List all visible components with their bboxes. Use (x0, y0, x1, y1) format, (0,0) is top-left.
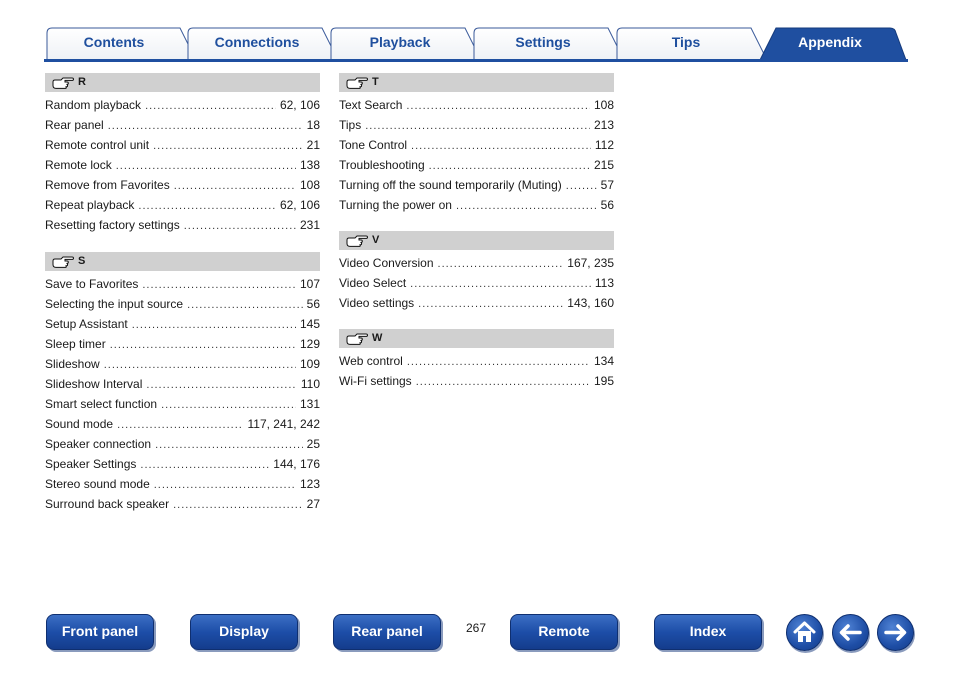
index-page-ref[interactable]: 21 (306, 138, 320, 152)
tab-bar (0, 0, 954, 62)
index-term: Setup Assistant (45, 317, 128, 331)
index-page-ref[interactable]: 25 (306, 437, 320, 451)
section-header-v (339, 231, 614, 250)
index-term: Sound mode (45, 417, 114, 431)
dot-leader (116, 156, 296, 176)
section-header-s (45, 252, 320, 271)
tab-contents[interactable]: Contents (83, 34, 145, 50)
dot-leader (146, 375, 296, 395)
index-entry[interactable] (45, 135, 320, 155)
dot-leader (411, 136, 591, 156)
index-entry[interactable] (45, 274, 320, 294)
index-entry[interactable] (45, 195, 320, 215)
pointing-hand-icon (346, 77, 368, 89)
dot-leader (155, 435, 303, 455)
section-letter: T (372, 76, 379, 88)
index-page-ref[interactable]: 108 (299, 178, 320, 192)
index-entry[interactable] (45, 294, 320, 314)
index-section-w (339, 329, 614, 391)
dot-leader (365, 116, 590, 136)
dot-leader (145, 96, 276, 116)
tab-shapes (0, 0, 954, 62)
front-panel-button[interactable]: Front panel (46, 614, 154, 650)
index-entry[interactable] (339, 155, 614, 175)
index-entry[interactable] (45, 354, 320, 374)
rear-panel-button[interactable]: Rear panel (333, 614, 441, 650)
index-term: Turning the power on (339, 198, 452, 212)
index-term: Troubleshooting (339, 158, 425, 172)
entry-list (45, 95, 320, 235)
dot-leader (174, 176, 296, 196)
index-term: Wi-Fi settings (339, 374, 412, 388)
section-header-t (339, 73, 614, 92)
dot-leader (132, 315, 296, 335)
index-page-ref[interactable]: 57 (600, 178, 614, 192)
index-term: Text Search (339, 98, 403, 112)
tab-connections[interactable]: Connections (214, 34, 300, 50)
index-term: Random playback (45, 98, 142, 112)
index-entry[interactable] (45, 215, 320, 235)
section-letter: R (78, 76, 86, 88)
pointing-hand-icon (52, 256, 74, 268)
dot-leader (566, 176, 597, 196)
index-entry[interactable] (45, 434, 320, 454)
index-section-s (45, 252, 320, 514)
index-term: Save to Favorites (45, 277, 139, 291)
pointing-hand-icon (346, 235, 368, 247)
dot-leader (173, 495, 303, 515)
index-entry[interactable] (45, 175, 320, 195)
index-term: Slideshow (45, 357, 100, 371)
tab-playback[interactable]: Playback (369, 34, 431, 50)
dot-leader (154, 475, 296, 495)
index-term: Rear panel (45, 118, 104, 132)
home-icon (787, 615, 822, 650)
tab-tips[interactable]: Tips (671, 34, 701, 50)
index-page-ref[interactable]: 18 (306, 118, 320, 132)
forward-button[interactable] (877, 614, 914, 651)
index-page-ref[interactable]: 213 (593, 118, 614, 132)
index-page-ref[interactable]: 108 (593, 98, 614, 112)
index-entry[interactable] (45, 334, 320, 354)
index-page-ref[interactable]: 138 (299, 158, 320, 172)
index-entry[interactable] (45, 414, 320, 434)
dot-leader (410, 274, 591, 294)
index-term: Video settings (339, 296, 415, 310)
index-page-ref[interactable]: 134 (593, 354, 614, 368)
index-entry[interactable] (45, 314, 320, 334)
section-letter: S (78, 255, 86, 267)
display-button[interactable]: Display (190, 614, 298, 650)
index-page-ref[interactable]: 109 (299, 357, 320, 371)
index-entry[interactable] (339, 253, 614, 273)
index-term: Video Select (339, 276, 407, 290)
dot-leader (104, 355, 296, 375)
index-entry[interactable] (45, 494, 320, 514)
index-term: Tone Control (339, 138, 408, 152)
index-page-ref[interactable]: 56 (600, 198, 614, 212)
index-page-ref[interactable]: 56 (306, 297, 320, 311)
index-term: Speaker connection (45, 437, 152, 451)
index-entry[interactable] (339, 135, 614, 155)
index-entry[interactable] (45, 115, 320, 135)
index-term: Selecting the input source (45, 297, 184, 311)
tab-appendix[interactable]: Appendix (798, 34, 862, 50)
index-entry[interactable] (45, 374, 320, 394)
page-number: 267 (465, 621, 487, 635)
index-term: Remote control unit (45, 138, 150, 152)
index-page-ref[interactable]: 107 (299, 277, 320, 291)
dot-leader (142, 275, 296, 295)
index-section-v (339, 231, 614, 313)
home-button[interactable] (786, 614, 823, 651)
index-page-ref[interactable]: 143, 160 (567, 296, 614, 310)
index-term: Stereo sound mode (45, 477, 150, 491)
index-term: Video Conversion (339, 256, 434, 270)
dot-leader (140, 455, 269, 475)
index-term: Speaker Settings (45, 457, 137, 471)
arrow-right-icon (878, 615, 913, 650)
index-entry[interactable] (339, 115, 614, 135)
index-entry[interactable] (45, 454, 320, 474)
arrow-left-icon (833, 615, 868, 650)
index-page-ref[interactable]: 167, 235 (567, 256, 614, 270)
index-page-ref[interactable]: 145 (299, 317, 320, 331)
index-section-t (339, 73, 614, 215)
entry-list (339, 351, 614, 391)
index-section-r (45, 73, 320, 235)
index-page-ref[interactable]: 62, 106 (279, 98, 320, 112)
remote-button[interactable]: Remote (510, 614, 618, 650)
index-entry[interactable] (339, 175, 614, 195)
index-entry[interactable] (339, 195, 614, 215)
entry-list (339, 95, 614, 215)
entry-list (45, 274, 320, 514)
index-entry[interactable] (339, 95, 614, 115)
back-button[interactable] (832, 614, 869, 651)
index-term: Turning off the sound temporarily (Muting) (339, 178, 562, 192)
index-page-ref[interactable]: 231 (299, 218, 320, 232)
dot-leader (416, 372, 590, 392)
index-page-ref[interactable]: 123 (299, 477, 320, 491)
dot-leader (138, 196, 276, 216)
section-letter: W (372, 332, 383, 344)
index-term: Surround back speaker (45, 497, 170, 511)
entry-list (339, 253, 614, 313)
section-letter: V (372, 234, 380, 246)
section-header-r (45, 73, 320, 92)
index-page-ref[interactable]: 27 (306, 497, 320, 511)
dot-leader (407, 352, 590, 372)
index-page-ref[interactable]: 129 (299, 337, 320, 351)
dot-leader (429, 156, 590, 176)
index-page-ref[interactable]: 144, 176 (273, 457, 320, 471)
pointing-hand-icon (52, 77, 74, 89)
index-term: Remote lock (45, 158, 112, 172)
section-header-w (339, 329, 614, 348)
index-term: Sleep timer (45, 337, 106, 351)
index-entry[interactable] (45, 155, 320, 175)
index-page-ref[interactable]: 195 (593, 374, 614, 388)
dot-leader (418, 294, 563, 314)
tab-settings[interactable]: Settings (515, 34, 571, 50)
index-entry[interactable] (339, 371, 614, 391)
index-page-ref[interactable]: 110 (300, 377, 320, 391)
index-entry[interactable] (45, 394, 320, 414)
dot-leader (187, 295, 303, 315)
pointing-hand-icon (346, 333, 368, 345)
index-term: Remove from Favorites (45, 178, 170, 192)
index-term: Repeat playback (45, 198, 135, 212)
index-entry[interactable] (339, 293, 614, 313)
dot-leader (456, 196, 597, 216)
index-entry[interactable] (45, 95, 320, 115)
index-entry[interactable] (45, 474, 320, 494)
dot-leader (161, 395, 296, 415)
dot-leader (117, 415, 243, 435)
index-term: Resetting factory settings (45, 218, 180, 232)
index-button[interactable]: Index (654, 614, 762, 650)
index-term: Smart select function (45, 397, 158, 411)
index-page-ref[interactable]: 62, 106 (279, 198, 320, 212)
index-entry[interactable] (339, 273, 614, 293)
index-entry[interactable] (339, 351, 614, 371)
index-page-ref[interactable]: 215 (593, 158, 614, 172)
index-page-ref[interactable]: 117, 241, 242 (247, 417, 320, 431)
index-page-ref[interactable]: 112 (594, 138, 614, 152)
dot-leader (438, 254, 564, 274)
index-term: Slideshow Interval (45, 377, 143, 391)
dot-leader (406, 96, 590, 116)
dot-leader (184, 216, 296, 236)
dot-leader (108, 116, 303, 136)
index-page-ref[interactable]: 113 (594, 276, 614, 290)
dot-leader (110, 335, 296, 355)
index-term: Tips (339, 118, 362, 132)
dot-leader (153, 136, 303, 156)
index-page-ref[interactable]: 131 (299, 397, 320, 411)
index-term: Web control (339, 354, 403, 368)
